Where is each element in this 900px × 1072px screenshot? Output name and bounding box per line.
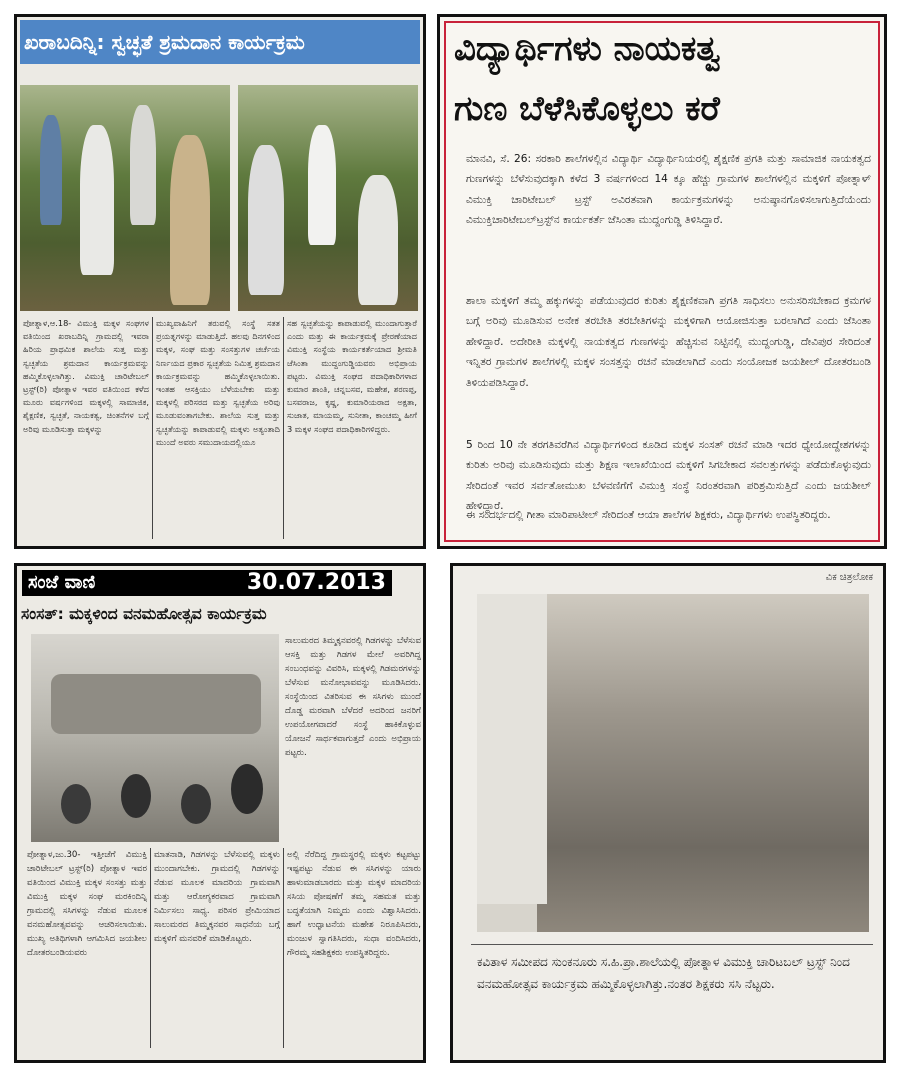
photo-teachers-planting-saplings <box>477 594 869 932</box>
article-column-1: ಪೋತ್ನಾಳ,ಜು.30- ಇತ್ತೀಚೆಗೆ ವಿಮುಕ್ತಿ ಚಾರಿಟೇಬಲ್ ಟ್ರಸ್ಟ್(ರಿ) ಪೋತ್ನಾಳ ಇವರ ವತಿಯಿಂದ ವಿಮುಕ್ತಿ ಮಕ್ಕಳ ಸಂಸತ್ತು ಮತ್ತು ವಿಮುಕ್ತಿ ಮಕ್ಕಳ ಸಂಘ ಮರಕಿಂದಿನ್ನಿ ಗ್ರಾಮದಲ್ಲಿ ಸಸಿಗಳನ್ನು ನೆಡುವ ಮೂಲಕ ವನಮಹೋತ್ಸವವನ್ನು ಆಚರಿಸಲಾಯಿತು. ಮುಖ್ಯ ಅತಿಥಿಗಳಾಗಿ ಆಗಮಿಸಿದ ಜಯಶೀಲ ದೋತರಬಂಡಿಯವರು <box>27 850 147 958</box>
article-column-1: ಪೋತ್ನಾಳ,ಆ.18- ವಿಮುಕ್ತಿ ಮಕ್ಕಳ ಸಂಘಗಳ ವತಿಯಿಂದ ಖರಾಬದಿನ್ನಿ ಗ್ರಾಮದಲ್ಲಿ ಇವರಾ ಹಿರಿಯ ಪ್ರಾಥಮಿಕ ಶಾಲೆಯ ಸುತ್ತ ಮತ್ತು ಸ್ವಚ್ಛತೆಯ ಶ್ರಮದಾನ ಕಾರ್ಯಕ್ರಮವನ್ನು ಹಮ್ಮಿಕೊಳ್ಳಲಾಗಿತ್ತು. ವಿಮುಕ್ತಿ ಚಾರಿಟೇಬಲ್ ಟ್ರಸ್ಟ್(ರಿ) ಪೋತ್ನಾಳ ಇವರ ವತಿಯಿಂದ ಕಳೆದ ಮೂರು ವರ್ಷಗಳಿಂದ ಮಕ್ಕಳಲ್ಲಿ ಸಾಮಾಜಿಕ, ಶೈಕ್ಷಣಿಕ, ಸ್ವಚ್ಛತೆ, ನಾಯಕತ್ವ, ಚಿಂತನೆಗಳ ಬಗ್ಗೆ ಅರಿವು ಮೂಡಿಸುತ್ತಾ ಮಕ್ಕಳನ್ನು <box>23 318 149 434</box>
red-border-frame <box>444 21 880 542</box>
clipping-cleanliness-drive <box>14 14 426 549</box>
column-divider <box>283 848 284 1048</box>
photo-children-cleaning-left <box>20 85 230 311</box>
article-column-2: ಮುಖ್ಯವಾಹಿನಿಗೆ ತರುವಲ್ಲಿ ಸಂಸ್ಥೆ ಸತತ ಪ್ರಯತ್ನಗಳನ್ನು ಮಾಡುತ್ತಿದೆ. ಹಲವು ದಿನಗಳಿಂದ ಮಕ್ಕಳ, ಸಂಘ ಮತ್ತು ಸಂಸತ್ತುಗಳ ಚರ್ಚೆಯ ನಿರ್ಣಯದ ಪ್ರಕಾರ ಸ್ವಚ್ಛತೆಯ ನಿಮಿತ್ತ ಶ್ರಮದಾನ ಕಾರ್ಯಕ್ರಮವನ್ನು ಹಮ್ಮಿಕೊಳ್ಳಲಾಯಿತು. ಇಂತಹ ಆಸಕ್ತಿಯು ಬೆಳೆಯಬೇಕು ಮತ್ತು ಮಕ್ಕಳಲ್ಲಿ ಪರಿಸರದ ಮತ್ತು ಸ್ವಚ್ಛತೆಯ ಅರಿವು ಮೂಡುವಂತಾಗಬೇಕು. ಶಾಲೆಯ ಸುತ್ತ ಮತ್ತು ಸ್ವಚ್ಛತೆಯನ್ನು ಕಾಪಾಡುವಲ್ಲಿ ಮಕ್ಕಳು ಅತ್ಯಂತಾದಿ ಮುಂದೆ ಅವರು ಸಮುದಾಯದಲ್ಲಿಯೂ <box>156 318 280 447</box>
photo-caption: ಕವಿತಾಳ ಸಮೀಪದ ಸುಂಕನೂರು ಸ.ಹಿ.ಪ್ರಾ.ಶಾಲೆಯಲ್ಲಿ ಪೋತ್ನಾಳ ವಿಮುಕ್ತಿ ಚಾರಿಟಬಲ್ ಟ್ರಸ್ಟ್ ನಿಂದ ವನಮಹೋತ್ಸವ ಕಾರ್ಯಕ್ರಮ ಹಮ್ಮಿಕೊಳ್ಳಲಾಗಿತ್ತು.ನಂತರ ಶಿಕ್ಷಕರು ಸಸಿ ನೆಟ್ಟರು. <box>477 955 850 991</box>
column-divider <box>152 317 153 539</box>
article-paragraph-3: 5 ರಿಂದ 10 ನೇ ತರಗತಿವರೆಗಿನ ವಿದ್ಯಾರ್ಥಿಗಳಿಂದ ಕೂಡಿದ ಮಕ್ಕಳ ಸಂಸತ್ ರಚನೆ ಮಾಡಿ ಇದರ ಧ್ಯೇಯೋದ್ದೇಶಗಳನ್ನು ಕುರಿತು ಅರಿವು ಮೂಡಿಸುವುದು ಮತ್ತು ಶಿಕ್ಷಣ ಇಲಾಖೆಯಿಂದ ಮಕ್ಕಳಿಗೆ ಸಿಗಬೇಕಾದ ಸವಲತ್ತುಗಳನ್ನು ಪಡೆದುಕೊಳ್ಳುವುದು ಸೇರಿದಂತೆ ಇವರ ಸರ್ವತೋಮುಖ ಬೆಳವಣಿಗೆಗೆ ವಿಮುಕ್ತಿ ಸಂಸ್ಥೆ ನಿರಂತರವಾಗಿ ಪರಿಶ್ರಮಿಸುತ್ತಿದೆ ಎಂದು ಜಯಶೀಲ್ ಹೇಳಿದ್ದಾರೆ. <box>466 439 871 513</box>
clipping-sanjevani-plantation <box>14 563 426 1063</box>
headline-line-1: ವಿದ್ಯಾರ್ಥಿಗಳು ನಾಯಕತ್ವ <box>454 29 721 69</box>
clipping-headline: ಸಂಸತ್: ಮಕ್ಕಳಿಂದ ವನಮಹೋತ್ಸವ ಕಾರ್ಯಕ್ರಮ <box>21 605 267 623</box>
caption-divider <box>471 944 873 945</box>
photo-children-cleaning-right <box>238 85 418 311</box>
clipping-headline: ಖರಾಬದಿನ್ನಿ: ಸ್ವಚ್ಛತೆ ಶ್ರಮದಾನ ಕಾರ್ಯಕ್ರಮ <box>20 20 420 64</box>
headline-line-2: ಗುಣ ಬೆಳೆಸಿಕೊಳ್ಳಲು ಕರೆ <box>454 89 720 129</box>
article-paragraph-1: ಮಾನವಿ, ಸೆ. 26: ಸರಕಾರಿ ಶಾಲೆಗಳಲ್ಲಿನ ವಿದ್ಯಾರ್ಥಿ ವಿದ್ಯಾರ್ಥಿನಿಯರಲ್ಲಿ ಶೈಕ್ಷಣಿಕ ಪ್ರಗತಿ ಮತ್ತು ಸಾಮಾಜಿಕ ನಾಯಕತ್ವದ ಗುಣಗಳನ್ನು ಬೆಳೆಸುವುದಕ್ಕಾಗಿ ಕಳೆದ 3 ವರ್ಷಗಳಿಂದ 14 ಕ್ಕೂ ಹೆಚ್ಚು ಗ್ರಾಮಗಳ ಶಾಲೆಗಳಲ್ಲಿನ ಮಕ್ಕಳಿಗೆ ಪೋತ್ನಾಳ್ ವಿಮುಕ್ತಿ ಚಾರಿಟೇಬಲ್ ಟ್ರಸ್ಟ್ ಅವಿರತವಾಗಿ ಕಾರ್ಯಕ್ರಮಗಳನ್ನು ಅನುಷ್ಠಾನಗೊಳಿಸಲಾಗುತ್ತಿದೆಯೆಂದು ವಿಮುಕ್ತಿಚಾರಿಟೇಬಲ್‌ಟ್ರಸ್ಟ್‌ನ ಕಾರ್ಯಕರ್ತೆ ಜೆಸಿಂತಾ ಮುದ್ದಂಗುಡ್ಡಿ ತಿಳಿಸಿದ್ದಾರೆ. <box>466 153 871 227</box>
newspaper-masthead <box>22 570 392 596</box>
column-divider <box>283 317 284 539</box>
article-paragraph-4: ಈ ಸಂದರ್ಭದಲ್ಲಿ ಗೀತಾ ಮಾರಿಪಾಟೀಲ್ ಸೇರಿದಂತೆ ಆಯಾ ಶಾಲೆಗಳ ಶಿಕ್ಷಕರು, ವಿದ್ಯಾರ್ಥಿಗಳು ಉಪಸ್ಥಿತರಿದ್ದರು. <box>466 509 831 521</box>
article-column-3: ಸಹ ಸ್ವಚ್ಛತೆಯನ್ನು ಕಾಪಾಡುವಲ್ಲಿ ಮುಂದಾಗುತ್ತಾರೆ ಎಂದು ಮತ್ತು ಈ ಕಾರ್ಯಕ್ರಮಕ್ಕೆ ಪ್ರೇರಣೆಯಾದ ವಿಮುಕ್ತಿ ಸಂಸ್ಥೆಯ ಕಾರ್ಯಕರ್ತೆಯಾದ ಶ್ರೀಮತಿ ಜೆಸಿಂತಾ ಮುದ್ದಂಗುಡ್ಡಿಯವರು ಅಭಿಪ್ರಾಯ ಪಟ್ಟರು. ವಿಮುಕ್ತಿ ಸಂಘದ ಪದಾಧಿಕಾರಿಗಳಾದ ಕುಮಾರ ಶಾಂತಿ, ಚನ್ನಬಸವ, ಮಹೇಶ, ಶರಣಪ್ಪ, ಬಸವರಾಜ, ಕೃಷ್ಣ, ಕುಮಾರಿಯರಾದ ಅಕ್ಷತಾ, ಸುಜಾತ, ಮಾಯಮ್ಮ, ಸುನೀತಾ, ಕಾಂಚಮ್ಮ ಹೀಗೆ 3 ಮಕ್ಕಳ ಸಂಘದ ಪದಾಧಿಕಾರಿಗಳಿದ್ದರು. <box>287 318 417 434</box>
article-paragraph-2: ಶಾಲಾ ಮಕ್ಕಳಿಗೆ ತಮ್ಮ ಹಕ್ಕುಗಳನ್ನು ಪಡೆಯುವುದರ ಕುರಿತು ಶೈಕ್ಷಣಿಕವಾಗಿ ಪ್ರಗತಿ ಸಾಧಿಸಲು ಅನುಸರಿಸಬೇಕಾದ ಕ್ರಮಗಳ ಬಗ್ಗೆ ಅರಿವು ಮೂಡಿಸುವ ಅನೇಕ ತರಬೇತಿ ತರಬೇತಿಗಳನ್ನು ಮಕ್ಕಳಿಗಾಗಿ ಆಯೋಜಿಸುತ್ತಾ ಬರಲಾಗಿದೆ ಎಂದು ಜೆಸಿಂತಾ ಹೇಳಿದ್ದಾರೆ. ಅದೇರೀತಿ ಮಕ್ಕಳಲ್ಲಿ ನಾಯಕತ್ವದ ಗುಣಗಳನ್ನು ಹೆಚ್ಚಿಸುವ ನಿಟ್ಟಿನಲ್ಲಿ ಮುದ್ದಂಗುಡ್ಡಿ, ದೇವಿಪುರ ಸೇರಿದಂತೆ ಇನ್ನಿತರ ಗ್ರಾಮಗಳ ಶಾಲೆಗಳಲ್ಲಿ ಮಕ್ಕಳ ಸಂಸತ್ತನ್ನು ರಚನೆ ಮಾಡಲಾಗಿದೆ ಎಂದು ಸಂಯೋಜಕ ಜಯಶೀಲ್ ದೋತರಬಂಡಿ ತಿಳಿಯಪಡಿಸಿದ್ದಾರೆ. <box>466 295 871 389</box>
column-divider <box>150 848 151 1048</box>
section-tag: ವಿಕ ಚಿತ್ರಲೋಕ <box>825 572 873 583</box>
photo-children-gathering <box>31 634 279 842</box>
masthead-name: ಸಂಜೆ ವಾಣಿ <box>28 572 96 593</box>
clipping-vk-photo <box>450 563 886 1063</box>
clipping-leadership-qualities <box>437 14 887 549</box>
article-column-3: ಅಲ್ಲಿ ನೆರೆದಿದ್ದ ಗ್ರಾಮಸ್ಥರಲ್ಲಿ ಮಕ್ಕಳು ಕಟ್ಟಪಟ್ಟು ಇಷ್ಟಪಟ್ಟು ನೆಡುವ ಈ ಸಸಿಗಳನ್ನು ಯಾರು ಹಾಳುಮಾಡಬಾರದು ಮತ್ತು ಮಕ್ಕಳ ಮಾದರಿಯ ಸಸಿಯ ಪೋಷಣೆಗೆ ತಮ್ಮ ಸಹಮತ ಮತ್ತು ಬದ್ಧತೆಯಾಗಿ ನಿಮ್ಮದು ಎಂದು ವಿಶ್ವಾಸಿಸಿದರು. ಹಾಗೆ ಉಧ್ಘಾಟನೆಯ ಮಹೇಶ ನಿರೂಪಿಸಿದರು, ಮಂಜುಳ ಸ್ವಾಗತಿಸಿದರು, ಸುಧಾ ವಂದಿಸಿದರು, ಗೌರಮ್ಮ ಸಹಶಿಕ್ಷಕರು ಉಪಸ್ಥಿತರಿದ್ದರು. <box>287 850 421 958</box>
article-right-column: ಸಾಲುಮರದ ತಿಮ್ಮಕ್ಕನವರಲ್ಲಿ ಗಿಡಗಳನ್ನು ಬೆಳೆಸುವ ಆಸಕ್ತಿ ಮತ್ತು ಗಿಡಗಳ ಮೇಲೆ ಅವರಿಗಿದ್ದ ಸಂಬಂಧವನ್ನು ವಿವರಿಸಿ, ಮಕ್ಕಳಲ್ಲಿ ಗಿಡಮರಗಳನ್ನು ಬೆಳೆಸುವ ಮನೋಭಾವವನ್ನು ಮೂಡಿಸಿದರು. ಸಂಸ್ಥೆಯಿಂದ ವಿತರಿಸುವ ಈ ಸಸಿಗಳು ಮುಂದೆ ದೊಡ್ಡ ಮರವಾಗಿ ಬೆಳೆದರೆ ಅದರಿಂದ ಜನರಿಗೆ ಉಪಯೋಗವಾದರೆ ಸಂಸ್ಥೆ ಹಾಕಿಕೊಳ್ಳುವ ಯೋಜನೆ ಸಾರ್ಥಕವಾಗುತ್ತದೆ ಎಂದು ಅಭಿಪ್ರಾಯ ಪಟ್ಟರು. <box>285 636 421 758</box>
masthead-date: 30.07.2013 <box>246 570 386 595</box>
article-column-2: ಮಾತನಾಡಿ, ಗಿಡಗಳನ್ನು ಬೆಳೆಸುವಲ್ಲಿ ಮಕ್ಕಳು ಮುಂದಾಗಬೇಕು. ಗ್ರಾಮದಲ್ಲಿ ಗಿಡಗಳನ್ನು ನೆಡುವ ಮೂಲಕ ಮಾದರಿಯ ಗ್ರಾಮವಾಗಿ ಮತ್ತು ಆರೋಗ್ಯಕರವಾದ ಗ್ರಾಮವಾಗಿ ನಿರ್ಮಿಸಲು ಸಾಧ್ಯ. ಪರಿಸರ ಪ್ರೇಮಿಯಾದ ಸಾಲುಮರದ ತಿಮ್ಮಕ್ಕನವರ ಸಾಧನೆಯ ಬಗ್ಗೆ ಮಕ್ಕಳಿಗೆ ಮನವರಿಕೆ ಮಾಡಿಕೊಟ್ಟರು. <box>154 850 280 944</box>
